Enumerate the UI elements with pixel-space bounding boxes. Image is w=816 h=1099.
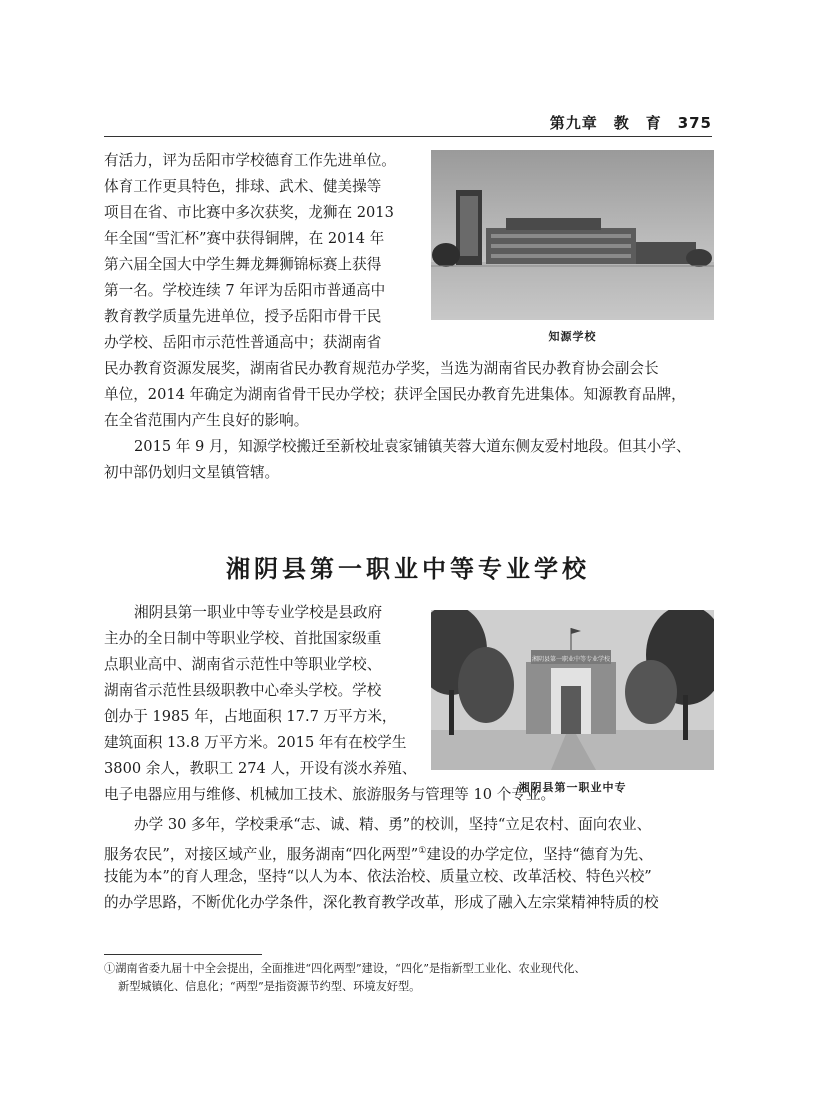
text-line: 年全国“雪汇杯”赛中获得铜牌，在 2014 年 — [104, 230, 385, 247]
text-line: 第六届全国大中学生舞龙舞狮锦标赛上获得 — [104, 256, 382, 273]
text-line: 单位，2014 年确定为湖南省骨干民办学校；获评全国民办教育先进集体。知源教育品牌， — [104, 386, 686, 403]
text-line: 体育工作更具特色，排球、武术、健美操等 — [104, 178, 382, 195]
text-line — [104, 838, 712, 864]
photo-caption: 知源学校 — [548, 330, 597, 343]
school-photo-xiangyin — [431, 610, 714, 770]
text-line: 项目在省、市比赛中多次获奖，龙狮在 2013 — [104, 204, 394, 221]
text-line: 的办学思路，不断优化办学条件，深化教育教学改革，形成了融入左宗棠精神特质的校 — [104, 894, 659, 911]
text-line: 有活力，评为岳阳市学校德育工作先进单位。 — [104, 152, 396, 169]
footnote-divider — [104, 954, 262, 955]
footnote — [104, 960, 712, 996]
text-line: 技能为本”的育人理念，坚持“以人为本、依法治校、质量立校、改革活校、特色兴校” — [104, 868, 652, 885]
text-line: 3800 余人，教职工 274 人，开设有淡水养殖、 — [104, 760, 417, 777]
text-segment: 服务农民”，对接区域产业，服务湖南“四化两型” — [104, 845, 419, 863]
text-line: 创办于 1985 年，占地面积 17.7 万平方米， — [104, 708, 397, 725]
text-line: 电子电器应用与维修、机械加工技术、旅游服务与管理等 10 个专业。 — [104, 786, 556, 803]
text-line: 湖南省示范性县级职教中心牵头学校。学校 — [104, 682, 382, 699]
school-photo-zhiyuan — [431, 150, 714, 320]
footnote-reference[interactable]: ① — [418, 846, 427, 856]
gate-banner-text: 湘阴县第一职业中等专业学校 — [531, 656, 611, 663]
footnote-line: ①湖南省委九届十中全会提出，全面推进“四化两型”建设，“四化”是指新型工业化、农业现代化、 — [104, 962, 586, 975]
text-line: 教育教学质量先进单位，授予岳阳市骨干民 — [104, 308, 382, 325]
footnote-line: 新型城镇化、信息化；“两型”是指资源节约型、环境友好型。 — [118, 980, 421, 993]
text-segment: 建设的办学定位，坚持“德育为先、 — [426, 845, 653, 863]
text-line: 在全省范围内产生良好的影响。 — [104, 412, 309, 429]
running-header — [104, 110, 712, 137]
text-line: 第一名。学校连续 7 年评为岳阳市普通高中 — [104, 282, 386, 299]
text-line: 民办教育资源发展奖，湖南省民办教育规范办学奖，当选为湖南省民办教育协会副会长 — [104, 360, 659, 377]
section-title: 湘阴县第一职业中等专业学校 — [226, 555, 590, 583]
text-line: 初中部仍划归文星镇管辖。 — [104, 464, 280, 481]
text-line: 办学 30 多年，学校秉承“志、诚、精、勇”的校训，坚持“立足农村、面向农业、 — [134, 816, 652, 833]
text-line: 点职业高中、湖南省示范性中等职业学校、 — [104, 656, 382, 673]
text-line: 湘阴县第一职业中等专业学校是县政府 — [134, 604, 383, 621]
text-line: 2015 年 9 月，知源学校搬迁至新校址袁家铺镇芙蓉大道东侧友爱村地段。但其小学、 — [134, 438, 691, 455]
text-line: 主办的全日制中等职业学校、首批国家级重 — [104, 630, 382, 647]
text-line: 建筑面积 13.8 万平方米。2015 年有在校学生 — [104, 734, 407, 751]
photo-caption: 湘阴县第一职业中专 — [518, 781, 627, 794]
text-line: 办学校、岳阳市示范性普通高中；获湖南省 — [104, 334, 382, 351]
chapter-page-number: 第九章 教 育 375 — [549, 114, 712, 132]
